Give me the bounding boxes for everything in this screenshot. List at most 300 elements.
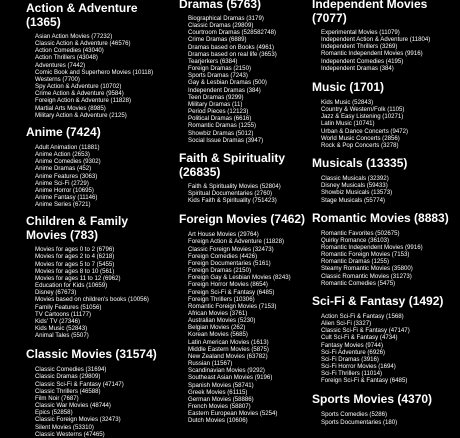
subcategory-link[interactable]: Classic Action & Adventure (46576) xyxy=(35,40,131,48)
list-item[interactable] xyxy=(312,175,460,182)
subcategory-list xyxy=(312,411,460,425)
list-item[interactable] xyxy=(26,194,174,201)
list-item[interactable] xyxy=(179,183,327,190)
list-item[interactable] xyxy=(179,44,327,51)
list-item[interactable] xyxy=(179,94,327,101)
subcategory-link[interactable]: Stage Musicals (55774) xyxy=(321,196,386,204)
subcategory-link[interactable]: Anime Series (6721) xyxy=(35,201,91,209)
subcategory-link[interactable]: Faith & Spirituality Movies (52804) xyxy=(188,182,281,190)
subcategory-link[interactable]: Classic Westerns (47465) xyxy=(35,430,105,438)
list-item[interactable] xyxy=(312,377,460,384)
list-item[interactable] xyxy=(312,29,460,36)
subcategory-link[interactable]: Classic Musicals (32392) xyxy=(321,175,389,183)
list-item[interactable] xyxy=(312,342,460,349)
list-item[interactable] xyxy=(26,151,174,158)
list-item[interactable] xyxy=(26,201,174,208)
list-item[interactable] xyxy=(312,334,460,341)
list-item[interactable] xyxy=(26,402,174,409)
list-item[interactable] xyxy=(179,267,327,274)
subcategory-link[interactable]: Sports Dramas (7243) xyxy=(188,72,248,80)
list-item[interactable] xyxy=(179,253,327,260)
subcategory-link[interactable]: Martial Arts Movies (8985) xyxy=(35,104,106,112)
subcategory-link[interactable]: Movies for ages 0 to 2 (6796) xyxy=(35,246,115,254)
subcategory-link[interactable]: Foreign Horror Movies (8654) xyxy=(188,281,268,289)
list-item[interactable] xyxy=(26,33,174,40)
list-item[interactable] xyxy=(179,324,327,331)
subcategory-link[interactable]: Family Features (51056) xyxy=(35,303,102,311)
subcategory-link[interactable]: Middle Eastern Movies (5875) xyxy=(188,345,269,353)
subcategory-link[interactable]: Experimental Movies (11079) xyxy=(321,29,400,36)
list-item[interactable] xyxy=(312,244,460,251)
list-item[interactable] xyxy=(179,274,327,281)
category-action-adventure xyxy=(26,0,174,119)
list-item[interactable] xyxy=(179,403,327,410)
subcategory-link[interactable]: French Movies (58807) xyxy=(188,403,251,411)
subcategory-link[interactable]: Foreign Action & Adventure (11828) xyxy=(35,97,132,105)
list-item[interactable] xyxy=(179,331,327,338)
subcategory-link[interactable]: Comic Book and Superhero Movies (10118) xyxy=(35,68,154,76)
list-item[interactable] xyxy=(312,135,460,142)
subcategory-link[interactable]: Romantic Favorites (502675) xyxy=(321,229,400,237)
list-item[interactable] xyxy=(26,395,174,402)
subcategory-link[interactable]: Foreign Sci-Fi & Fantasy (6485) xyxy=(188,288,275,296)
list-item[interactable] xyxy=(179,360,327,367)
subcategory-link[interactable]: Kids Music (52843) xyxy=(35,325,88,332)
list-item[interactable] xyxy=(26,112,174,119)
subcategory-link[interactable]: Asian Action Movies (77232) xyxy=(35,33,113,40)
list-item[interactable] xyxy=(179,339,327,346)
subcategory-link[interactable]: New Zealand Movies (63782) xyxy=(188,352,268,360)
subcategory-link[interactable]: Latin Music (10741) xyxy=(321,120,375,128)
subcategory-link[interactable]: German Movies (58886) xyxy=(188,395,254,403)
list-item[interactable] xyxy=(179,260,327,267)
subcategory-link[interactable]: Steamy Romantic Movies (35800) xyxy=(321,265,413,273)
subcategory-link[interactable]: Independent Dramas (384) xyxy=(188,86,261,94)
subcategory-link[interactable]: Westerns (7700) xyxy=(35,75,80,83)
subcategory-link[interactable]: Classic Sci-Fi & Fantasy (47147) xyxy=(35,380,124,388)
list-item[interactable] xyxy=(26,289,174,296)
list-item[interactable] xyxy=(312,99,460,106)
subcategory-link[interactable]: Classic Romantic Movies (31273) xyxy=(321,272,412,280)
subcategory-link[interactable]: Epics (52858) xyxy=(35,409,73,417)
subcategory-link[interactable]: Foreign Sci-Fi & Fantasy (6485) xyxy=(321,377,408,385)
subcategory-link[interactable]: Education for Kids (10659) xyxy=(35,282,108,290)
list-item[interactable] xyxy=(26,180,174,187)
list-item[interactable] xyxy=(26,261,174,268)
subcategory-link[interactable]: Movies based on children's books (10056) xyxy=(35,296,149,304)
category-title-dramas[interactable]: Dramas (5763) xyxy=(179,0,262,11)
subcategory-link[interactable]: Spy Action & Adventure (10702) xyxy=(35,83,122,91)
subcategory-link[interactable]: Romantic Dramas (1255) xyxy=(188,122,257,130)
subcategory-link[interactable]: Classic Dramas (29809) xyxy=(188,22,254,30)
category-classic-movies xyxy=(26,347,174,438)
subcategory-link[interactable]: Classic War Movies (48744) xyxy=(35,402,111,410)
subcategory-link[interactable]: Sci-Fi Adventure (6926) xyxy=(321,348,386,356)
category-title-foreign-movies[interactable]: Foreign Movies (7462) xyxy=(179,212,306,227)
list-item[interactable] xyxy=(312,50,460,57)
subcategory-link[interactable]: Dramas based on real life (3653) xyxy=(188,50,277,58)
subcategory-link[interactable]: Social Issue Dramas (3947) xyxy=(188,136,264,144)
category-children-family xyxy=(26,214,174,339)
list-item[interactable] xyxy=(179,137,327,144)
subcategory-link[interactable]: Kids' TV (27346) xyxy=(35,317,81,325)
list-item[interactable] xyxy=(26,373,174,380)
list-item[interactable] xyxy=(179,396,327,403)
category-title-music[interactable]: Music (1701) xyxy=(312,79,385,94)
subcategory-link[interactable]: Sci-Fi Horror Movies (1694) xyxy=(321,363,396,370)
subcategory-link[interactable]: Classic Foreign Movies (32473) xyxy=(35,416,121,424)
list-item[interactable] xyxy=(312,251,460,258)
list-item[interactable] xyxy=(26,158,174,165)
list-item[interactable] xyxy=(26,424,174,431)
subcategory-list xyxy=(312,313,460,385)
subcategory-link[interactable]: Tearjerkers (6384) xyxy=(188,57,238,65)
subcategory-link[interactable]: Classic Dramas (29809) xyxy=(35,373,101,381)
subcategory-link[interactable]: Sci-Fi Dramas (3916) xyxy=(321,355,379,363)
subcategory-link[interactable]: Spanish Movies (58741) xyxy=(188,381,254,389)
subcategory-link[interactable]: Romantic Independent Movies (9916) xyxy=(321,50,423,58)
list-item[interactable] xyxy=(179,296,327,303)
column-3 xyxy=(312,0,460,426)
list-item[interactable] xyxy=(26,296,174,303)
list-item[interactable] xyxy=(179,389,327,396)
subcategory-link[interactable]: Anime Comedies (9302) xyxy=(35,158,101,166)
list-item[interactable] xyxy=(179,79,327,86)
subcategory-link[interactable]: Independent Comedies (4195) xyxy=(321,57,404,65)
list-item[interactable] xyxy=(179,51,327,58)
list-item[interactable] xyxy=(312,65,460,72)
subcategory-link[interactable]: Foreign Dramas (2150) xyxy=(188,267,251,275)
list-item[interactable] xyxy=(26,76,174,83)
list-item[interactable] xyxy=(312,43,460,50)
subcategory-link[interactable]: Disney (67673) xyxy=(35,289,77,297)
subcategory-link[interactable]: Anime Action (2653) xyxy=(35,151,90,159)
subcategory-link[interactable]: Disney Musicals (59433) xyxy=(321,182,388,190)
subcategory-link[interactable]: Country & Western/Folk (1105) xyxy=(321,106,405,114)
list-item[interactable] xyxy=(26,388,174,395)
list-item[interactable] xyxy=(26,69,174,76)
list-item[interactable] xyxy=(26,40,174,47)
category-romantic-movies xyxy=(312,211,460,287)
subcategory-link[interactable]: Classic Sci-Fi & Fantasy (47147) xyxy=(321,327,410,335)
subcategory-link[interactable]: Biographical Dramas (3179) xyxy=(188,15,264,22)
list-item[interactable] xyxy=(179,130,327,137)
subcategory-link[interactable]: Independent Action & Adventure (11804) xyxy=(321,36,431,44)
subcategory-link[interactable]: Cult Sci-Fi & Fantasy (4734) xyxy=(321,334,398,342)
list-item[interactable] xyxy=(312,273,460,280)
category-anime xyxy=(26,125,174,208)
subcategory-link[interactable]: Quirky Romance (36103) xyxy=(321,236,390,244)
subcategory-link[interactable]: TV Cartoons (11177) xyxy=(35,310,91,318)
subcategory-list xyxy=(179,183,327,204)
category-title-classic-movies[interactable]: Classic Movies (31574) xyxy=(26,347,157,362)
subcategory-link[interactable]: Silent Movies (53310) xyxy=(35,423,94,431)
subcategory-link[interactable]: Movies for ages 2 to 4 (6218) xyxy=(35,253,115,261)
list-item[interactable] xyxy=(26,268,174,275)
subcategory-link[interactable]: Australian Movies (5230) xyxy=(188,317,256,325)
list-item[interactable] xyxy=(179,15,327,22)
list-item[interactable] xyxy=(312,142,460,149)
category-title-action-adventure[interactable]: Action & Adventure (1365) xyxy=(26,1,138,29)
list-item[interactable] xyxy=(179,353,327,360)
category-title-romantic-movies[interactable]: Romantic Movies (8883) xyxy=(312,210,449,225)
subcategory-link[interactable]: Adult Animation (11881) xyxy=(35,143,100,151)
list-item[interactable] xyxy=(312,363,460,370)
subcategory-link[interactable]: Military Dramas (11) xyxy=(188,100,243,108)
list-item[interactable] xyxy=(26,311,174,318)
subcategory-link[interactable]: African Movies (3761) xyxy=(188,310,248,317)
list-item[interactable] xyxy=(179,281,327,288)
subcategory-link[interactable]: World Music Concerts (2856) xyxy=(321,134,400,142)
list-item[interactable] xyxy=(26,187,174,194)
subcategory-link[interactable]: Anime Dramas (452) xyxy=(35,165,92,173)
subcategory-link[interactable]: Russian (11567) xyxy=(188,360,233,368)
subcategory-list xyxy=(26,33,174,119)
subcategory-link[interactable]: Korean Movies (5685) xyxy=(188,331,248,339)
subcategory-link[interactable]: Action Comedies (43040) xyxy=(35,47,104,55)
subcategory-link[interactable]: Anime Fantasy (11146) xyxy=(35,193,98,201)
list-item[interactable] xyxy=(26,318,174,325)
list-item[interactable] xyxy=(26,97,174,104)
list-item[interactable] xyxy=(26,83,174,90)
list-item[interactable] xyxy=(312,258,460,265)
list-item[interactable] xyxy=(179,367,327,374)
subcategory-link[interactable]: Dutch Movies (10606) xyxy=(188,417,248,425)
category-sports-movies xyxy=(312,392,460,425)
subcategory-link[interactable]: Belgian Movies (262) xyxy=(188,324,246,332)
subcategory-link[interactable]: Anime Features (3063) xyxy=(35,172,98,180)
column-2 xyxy=(179,0,327,425)
list-item[interactable] xyxy=(179,317,327,324)
subcategory-link[interactable]: Foreign Gay & Lesbian Movies (8243) xyxy=(188,274,291,282)
subcategory-link[interactable]: Showbiz Dramas (5012) xyxy=(188,129,254,137)
list-item[interactable] xyxy=(312,113,460,120)
subcategory-link[interactable]: Alien Sci-Fi (3327) xyxy=(321,320,372,328)
list-item[interactable] xyxy=(312,120,460,127)
subcategory-link[interactable]: Anime Sci-Fi (2729) xyxy=(35,179,89,187)
subcategory-link[interactable]: Fantasy Movies (9744) xyxy=(321,341,383,349)
list-item[interactable] xyxy=(312,237,460,244)
category-independent-movies xyxy=(312,0,460,72)
list-item[interactable] xyxy=(26,381,174,388)
list-item[interactable] xyxy=(26,253,174,260)
subcategory-link[interactable]: Independent Dramas (384) xyxy=(321,64,394,72)
category-title-independent-movies[interactable]: Independent Movies (7077) xyxy=(312,0,428,25)
subcategory-link[interactable]: Crime Action & Adventure (9584) xyxy=(35,90,124,98)
list-item[interactable] xyxy=(179,231,327,238)
category-sci-fi-fantasy xyxy=(312,294,460,385)
subcategory-link[interactable]: Gay & Lesbian Dramas (500) xyxy=(188,79,267,87)
list-item[interactable] xyxy=(312,182,460,189)
subcategory-link[interactable]: Foreign Comedies (4426) xyxy=(188,252,258,260)
subcategory-list xyxy=(26,246,174,339)
list-item[interactable] xyxy=(179,22,327,29)
subcategory-link[interactable]: Animal Tales (5507) xyxy=(35,332,89,340)
list-item[interactable] xyxy=(179,346,327,353)
subcategory-list xyxy=(312,29,460,72)
list-item[interactable] xyxy=(26,105,174,112)
subcategory-link[interactable]: Romantic Dramas (1255) xyxy=(321,258,390,266)
subcategory-link[interactable]: Sports Documentaries (180) xyxy=(321,418,398,426)
list-item[interactable] xyxy=(26,416,174,423)
subcategory-link[interactable]: Eastern European Movies (5254) xyxy=(188,410,278,418)
list-item[interactable] xyxy=(179,101,327,108)
list-item[interactable] xyxy=(312,197,460,204)
list-item[interactable] xyxy=(26,282,174,289)
list-item[interactable] xyxy=(312,189,460,196)
category-musicals xyxy=(312,156,460,204)
list-item[interactable] xyxy=(312,128,460,135)
category-dramas xyxy=(179,0,327,144)
list-item[interactable] xyxy=(26,409,174,416)
subcategory-list xyxy=(312,230,460,287)
subcategory-link[interactable]: Classic Foreign Movies (32473) xyxy=(188,245,274,253)
list-item[interactable] xyxy=(179,246,327,253)
list-item[interactable] xyxy=(26,325,174,332)
list-item[interactable] xyxy=(312,327,460,334)
list-item[interactable] xyxy=(312,370,460,377)
subcategory-list xyxy=(179,15,327,144)
category-title-sci-fi-fantasy[interactable]: Sci-Fi & Fantasy (1492) xyxy=(312,293,444,308)
subcategory-link[interactable]: Film Noir (7687) xyxy=(35,394,79,402)
list-item[interactable] xyxy=(179,382,327,389)
subcategory-link[interactable]: Romantic Foreign Movies (7153) xyxy=(188,302,277,310)
list-item[interactable] xyxy=(179,197,327,204)
subcategory-link[interactable]: Action Sci-Fi & Fantasy (1568) xyxy=(321,312,404,320)
list-item[interactable] xyxy=(312,230,460,237)
list-item[interactable] xyxy=(179,108,327,115)
category-faith-spirituality xyxy=(179,151,327,204)
list-item[interactable] xyxy=(179,115,327,122)
list-item[interactable] xyxy=(26,431,174,438)
subcategory-link[interactable]: Greek Movies (61115) xyxy=(188,388,248,396)
category-title-children-family[interactable]: Children & Family Movies (783) xyxy=(26,214,129,243)
list-item[interactable] xyxy=(179,410,327,417)
subcategory-link[interactable]: Latin American Movies (1613) xyxy=(188,338,269,346)
list-item[interactable] xyxy=(312,58,460,65)
list-item[interactable] xyxy=(312,36,460,43)
subcategory-link[interactable]: Military Action & Adventure (2125) xyxy=(35,111,127,119)
subcategory-link[interactable]: Period Pieces (12123) xyxy=(188,108,249,116)
subcategory-list xyxy=(179,231,327,424)
subcategory-link[interactable]: Kids Faith & Spirituality (751423) xyxy=(188,197,277,205)
subcategory-link[interactable]: Southeast Asian Movies (9196) xyxy=(188,374,273,382)
subcategory-link[interactable]: Romantic Independent Movies (9916) xyxy=(321,243,423,251)
subcategory-link[interactable]: Movies for ages 8 to 10 (561) xyxy=(35,267,115,275)
subcategory-link[interactable]: Foreign Thrillers (10306) xyxy=(188,295,255,303)
list-item[interactable] xyxy=(179,65,327,72)
list-item[interactable] xyxy=(312,106,460,113)
column-1 xyxy=(26,0,174,438)
subcategory-link[interactable]: Anime Horror (10695) xyxy=(35,186,94,194)
list-item[interactable] xyxy=(179,374,327,381)
list-item[interactable] xyxy=(179,310,327,317)
subcategory-link[interactable]: Art House Movies (29764) xyxy=(188,231,259,239)
subcategory-link[interactable]: Romantic Comedies (5475) xyxy=(321,279,396,287)
subcategory-link[interactable]: Spiritual Documentaries (2760) xyxy=(188,189,272,197)
list-item[interactable] xyxy=(26,54,174,61)
list-item[interactable] xyxy=(312,419,460,426)
list-item[interactable] xyxy=(179,190,327,197)
list-item[interactable] xyxy=(26,165,174,172)
subcategory-list xyxy=(312,99,460,149)
subcategory-link[interactable]: Scandinavian Movies (9292) xyxy=(188,367,265,375)
list-item[interactable] xyxy=(312,411,460,418)
list-item[interactable] xyxy=(179,29,327,36)
list-item[interactable] xyxy=(179,122,327,129)
list-item[interactable] xyxy=(179,72,327,79)
subcategory-list xyxy=(26,144,174,208)
list-item[interactable] xyxy=(312,265,460,272)
list-item[interactable] xyxy=(179,289,327,296)
list-item[interactable] xyxy=(26,173,174,180)
list-item[interactable] xyxy=(312,280,460,287)
list-item[interactable] xyxy=(179,87,327,94)
subcategory-link[interactable]: Foreign Action & Adventure (11828) xyxy=(188,238,285,246)
subcategory-link[interactable]: Teen Dramas (9299) xyxy=(188,93,244,101)
subcategory-link[interactable]: Romantic Foreign Movies (7153) xyxy=(321,251,410,259)
subcategory-link[interactable]: Showbiz Musicals (13573) xyxy=(321,189,393,197)
list-item[interactable] xyxy=(179,58,327,65)
subcategory-link[interactable]: Movies for ages 11 to 12 (6962) xyxy=(35,274,121,282)
subcategory-link[interactable]: Sports Comedies (5286) xyxy=(321,411,388,419)
category-title-musicals[interactable]: Musicals (13335) xyxy=(312,156,408,171)
subcategory-link[interactable]: Foreign Documentaries (5161) xyxy=(188,259,271,267)
list-item[interactable] xyxy=(179,238,327,245)
subcategory-link[interactable]: Kids Music (52843) xyxy=(321,98,374,106)
category-music xyxy=(312,80,460,149)
list-item[interactable] xyxy=(26,144,174,151)
list-item[interactable] xyxy=(179,417,327,424)
subcategory-list xyxy=(26,366,174,438)
list-item[interactable] xyxy=(179,303,327,310)
list-item[interactable] xyxy=(312,320,460,327)
list-item[interactable] xyxy=(312,349,460,356)
list-item[interactable] xyxy=(312,313,460,320)
subcategory-link[interactable]: Sci-Fi Thrillers (11014) xyxy=(321,370,383,378)
subcategory-link[interactable]: Courtroom Dramas (528582748) xyxy=(188,29,277,37)
category-foreign-movies xyxy=(179,212,327,424)
subcategory-link[interactable]: Movies for ages 5 to 7 (5455) xyxy=(35,260,115,268)
subcategory-link[interactable]: Rock & Pop Concerts (3278) xyxy=(321,141,399,149)
list-item[interactable] xyxy=(26,275,174,282)
category-title-anime[interactable]: Anime (7424) xyxy=(26,124,101,139)
category-title-faith-spirituality[interactable]: Faith & Spirituality (26835) xyxy=(179,150,286,179)
list-item[interactable] xyxy=(26,304,174,311)
list-item[interactable] xyxy=(26,90,174,97)
subcategory-link[interactable]: Foreign Dramas (2150) xyxy=(188,65,251,73)
subcategory-link[interactable]: Classic Comedies (31694) xyxy=(35,366,107,374)
list-item[interactable] xyxy=(26,366,174,373)
subcategory-link[interactable]: Action Thrillers (43048) xyxy=(35,54,98,62)
subcategory-link[interactable]: Crime Dramas (6889) xyxy=(188,36,247,44)
subcategory-link[interactable]: Classic Thrillers (46588) xyxy=(35,387,101,395)
subcategory-link[interactable]: Urban & Dance Concerts (9472) xyxy=(321,127,409,135)
list-item[interactable] xyxy=(26,47,174,54)
list-item[interactable] xyxy=(26,62,174,69)
subcategory-link[interactable]: Adventures (7442) xyxy=(35,61,86,69)
subcategory-link[interactable]: Jazz & Easy Listening (10271) xyxy=(321,113,404,121)
list-item[interactable] xyxy=(26,332,174,339)
subcategory-link[interactable]: Independent Thrillers (3269) xyxy=(321,43,398,51)
subcategory-link[interactable]: Political Dramas (6616) xyxy=(188,115,252,123)
subcategory-link[interactable]: Dramas based on Books (4961) xyxy=(188,43,275,51)
list-item[interactable] xyxy=(179,36,327,43)
list-item[interactable] xyxy=(26,246,174,253)
subcategory-list xyxy=(312,175,460,204)
list-item[interactable] xyxy=(312,356,460,363)
category-title-sports-movies[interactable]: Sports Movies (4370) xyxy=(312,392,433,407)
